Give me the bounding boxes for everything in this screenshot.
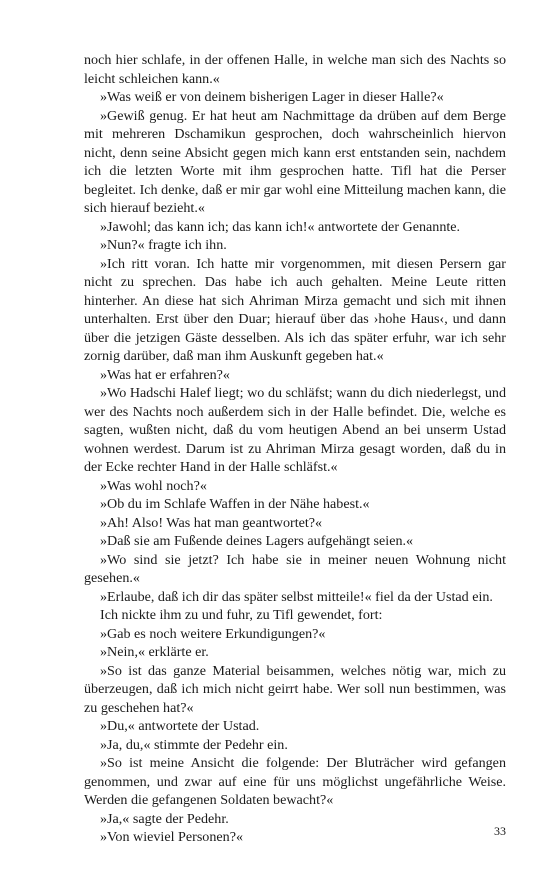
paragraph: »Du,« antwortete der Ustad. — [100, 718, 260, 734]
paragraph: »Nein,« erklärte er. — [100, 644, 209, 660]
paragraph: »Ah! Also! Was hat man geantwortet?« — [100, 514, 323, 531]
paragraph: noch hier schlafe, in der offenen Halle, in welche man sich des Nachts so leicht schleichen kann.« — [84, 52, 506, 87]
paragraph: »Nun?« fragte ich ihn. — [100, 237, 227, 253]
paragraph: »Von wieviel Personen?« — [100, 829, 244, 845]
paragraph: »Wo Hadschi Halef liegt; wo du schläfst; wann du dich niederlegst, und wer des Nachts noch außerdem sich in der Halle befindet. Die, welche es sagten, wußten nicht, daß du vom heutigen Abend an bei unserm Ustad wohnen werdest. Darum ist zu Ahriman Mirza gesagt worden, daß du in der Ecke rechter Hand in der Halle schläfst.« — [84, 385, 506, 475]
paragraph: »Wo sind sie jetzt? Ich habe sie in meiner neuen Wohnung nicht gesehen.« — [84, 551, 506, 586]
paragraph: »Gab es noch weitere Erkundigungen?« — [100, 625, 326, 642]
paragraph: »Was weiß er von deinem bisherigen Lager in dieser Halle?« — [100, 89, 444, 105]
paragraph: »Ja, du,« stimmte der Pedehr ein. — [100, 736, 288, 753]
paragraph: »Was hat er erfahren?« — [100, 366, 230, 383]
paragraph: »Daß sie am Fußende deines Lagers aufgehängt seien.« — [100, 533, 414, 549]
paragraph: »So ist meine Ansicht die folgende: Der Bluträcher wird gefangen genommen, und zwar auf eine für uns möglichst ungefährliche Weise. Werden die gefangenen Soldaten bewacht?« — [84, 755, 506, 808]
book-page-text — [84, 51, 506, 847]
page-number: 33 — [494, 824, 506, 838]
paragraph: »So ist das ganze Material beisammen, welches nötig war, mich zu überzeugen, daß ich mich nicht geirrt habe. Wer soll nun bestimmen, was zu geschehen hat?« — [84, 662, 506, 716]
paragraph: Ich nickte ihm zu und fuhr, zu Tifl gewendet, fort: — [100, 607, 383, 623]
paragraph: »Ob du im Schlafe Waffen in der Nähe habest.« — [100, 496, 370, 512]
paragraph: »Ich ritt voran. Ich hatte mir vorgenommen, mit diesen Persern gar nicht zu sprechen. Das habe ich auch gehalten. Meine Leute ritten hinterher. An diese hat sich Ahriman Mirza gemacht und sich mit ihnen unterhalten. Erst über den Duar; hierauf über das ›hohe Haus‹, und dann über die jetzigen Gäste desselben. Als ich das später erfuhr, war ich sehr zornig darüber, daß man ihm Auskunft gegeben hat.« — [84, 255, 506, 364]
paragraph: »Was wohl noch?« — [100, 477, 207, 494]
paragraph: »Jawohl; das kann ich; das kann ich!« antwortete der Genannte. — [100, 218, 461, 235]
paragraph: »Gewiß genug. Er hat heut am Nachmittage da drüben auf dem Berge mit mehreren Dschamikun gesprochen, doch wahrscheinlich hiervon nicht, denn seine Absicht gegen mich kann erst entstanden sein, nachdem ich die letzten Worte mit ihm gesprochen hatte. Tifl hat die Perser begleitet. Ich denke, daß er mir gar wohl eine Mitteilung machen kann, die sich hierauf bezieht.« — [84, 107, 506, 216]
paragraph: »Erlaube, daß ich dir das später selbst mitteile!« fiel da der Ustad ein. — [100, 588, 493, 605]
paragraph: »Ja,« sagte der Pedehr. — [100, 810, 229, 827]
